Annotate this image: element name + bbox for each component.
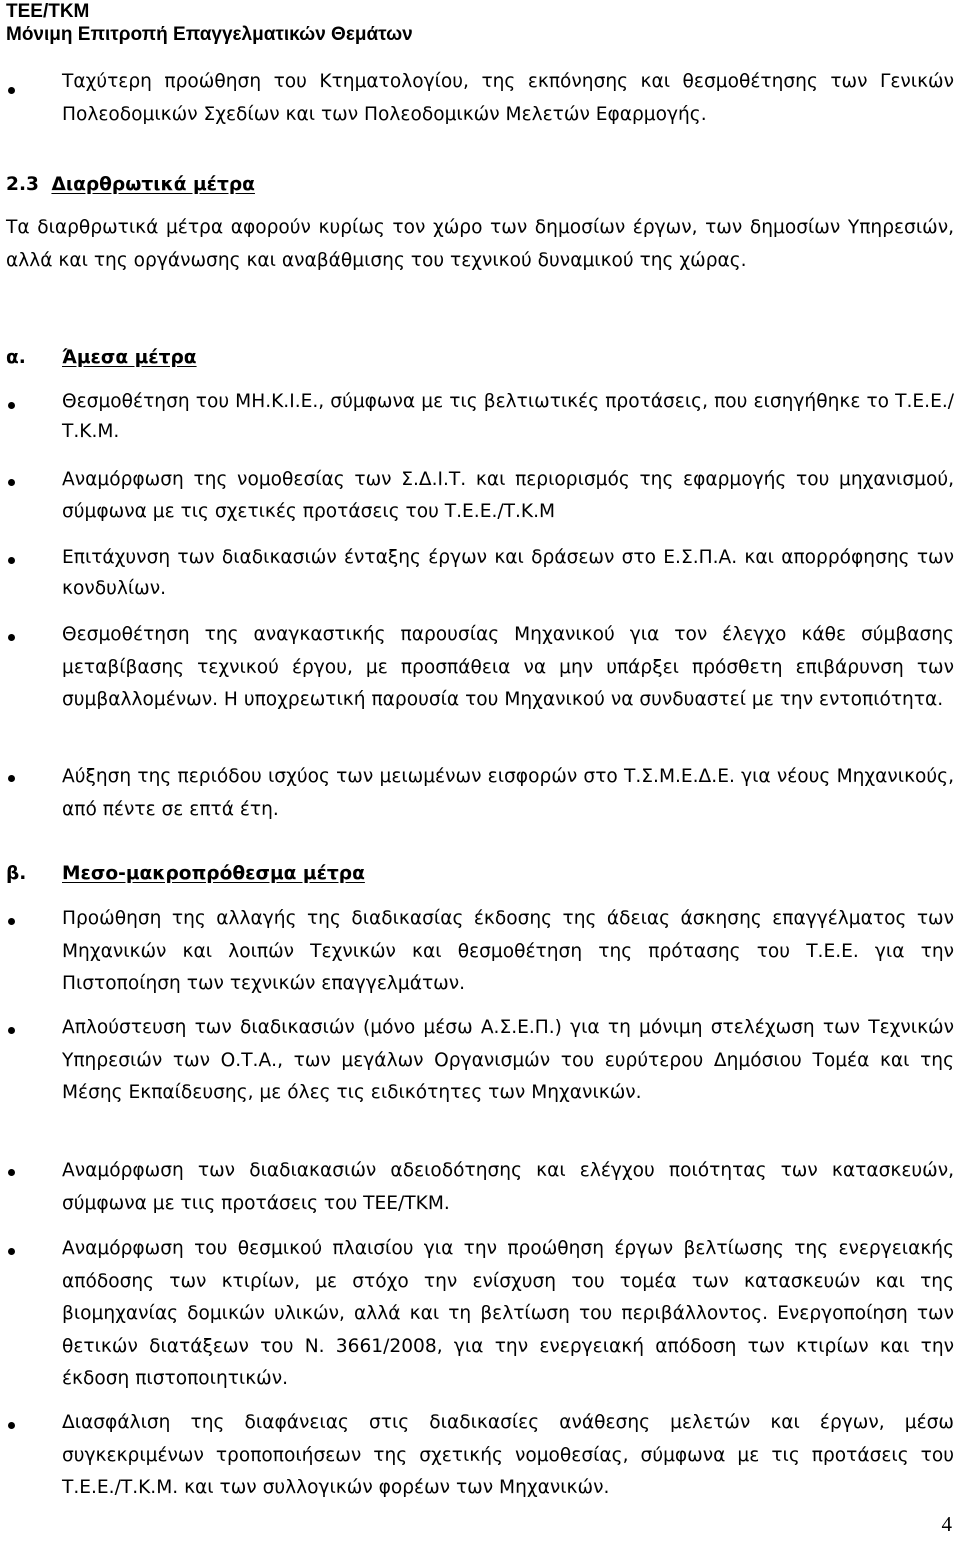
bullet-icon — [8, 402, 15, 409]
bullet-icon — [8, 918, 15, 925]
list-item-text: Αναμόρφωση των διαδιακασιών αδειοδότησης και ελέγχου ποιότητας των κατασκευών, σύμφωνα με τιις προτάσεις του ΤΕΕ/ΤΚΜ. — [62, 1160, 954, 1214]
list-item-text: Ταχύτερη προώθηση του Κτηματολογίου, της εκπόνησης και θεσμοθέτησης των Γενικών Πολεοδομικών Σχεδίων και των Πολεοδομικών Μελετών Εφαρμογής. — [62, 71, 954, 125]
bullet-icon — [8, 87, 15, 94]
bullet-icon — [8, 1422, 15, 1429]
page-number: 4 — [941, 1512, 952, 1536]
list-item-text: Θεσμοθέτηση της αναγκαστικής παρουσίας Μηχανικού για τον έλεγχο κάθε σύμβασης μεταβίβασης τεχνικού έργου, με προσπάθεια να μην υπάρξει πρόσθετη επιβάρυνση των συμβαλλομένων. Η υποχρεωτική παρουσία του Μηχανικού να συνδυαστεί με την εντοπιότητα. — [62, 624, 954, 710]
header-org: ΤΕΕ/ΤΚΜ — [6, 1, 90, 22]
list-item-text: Απλούστευση των διαδικασιών (μόνο μέσω Α.Σ.Ε.Π.) για τη μόνιμη στελέχωση των Τεχνικών Υπηρεσιών των Ο.Τ.Α., των μεγάλων Οργανισμών του ευρύτερου Δημόσιου Τομέα και της Μέσης Εκπαίδευσης, με όλες τις ειδικότητες των Μηχανικών. — [62, 1017, 954, 1103]
subsection-a-title: Άμεσα μέτρα — [62, 347, 197, 368]
section-paragraph: Τα διαρθρωτικά μέτρα αφορούν κυρίως τον χώρο των δημοσίων έργων, των δημοσίων Υπηρεσιών, αλλά και της οργάνωσης και αναβάθμισης του τεχνικού δυναμικού της χώρας. — [6, 217, 954, 271]
header-committee: Μόνιμη Επιτροπή Επαγγελματικών Θεμάτων — [6, 24, 413, 45]
section-number: 2.3 — [6, 174, 39, 195]
subsection-a-marker: α. — [6, 347, 26, 368]
bullet-icon — [8, 634, 15, 641]
list-item-text: Προώθηση της αλλαγής της διαδικασίας έκδοσης της άδειας άσκησης επαγγέλματος των Μηχανικών και λοιπών Τεχνικών και θεσμοθέτηση της πρότασης του Τ.Ε.Ε. για την Πιστοποίηση των τεχνικών επαγγελμάτων. — [62, 908, 954, 994]
subsection-b-title: Μεσο-μακροπρόθεσμα μέτρα — [62, 863, 365, 884]
list-item-text: Διασφάλιση της διαφάνειας στις διαδικασίες ανάθεσης μελετών και έργων, μέσω συγκεκριμένων τροποποιήσεων της σχετικής νομοθεσίας, σύμφωνα με τις προτάσεις του Τ.Ε.Ε./Τ.Κ.Μ. και των συλλογικών φορέων των Μηχανικών. — [62, 1412, 954, 1498]
bullet-icon — [8, 775, 15, 782]
bullet-icon — [8, 479, 15, 486]
bullet-icon — [8, 557, 15, 564]
section-heading — [6, 169, 255, 201]
bullet-icon — [8, 1169, 15, 1176]
bullet-icon — [8, 1027, 15, 1034]
bullet-icon — [8, 1248, 15, 1255]
list-item-text: Επιτάχυνση των διαδικασιών ένταξης έργων και δράσεων στο Ε.Σ.Π.Α. και απορρόφησης των κονδυλίων. — [62, 547, 954, 599]
list-item-text: Θεσμοθέτηση του ΜΗ.Κ.Ι.Ε., σύμφωνα με τις βελτιωτικές προτάσεις, που εισηγήθηκε το Τ.Ε.Ε./Τ.Κ.Μ. — [62, 391, 954, 442]
list-item-text: Αύξηση της περιόδου ισχύος των μειωμένων εισφορών στο Τ.Σ.Μ.Ε.Δ.Ε. για νέους Μηχανικούς, από πέντε σε επτά έτη. — [62, 766, 954, 820]
document-header — [6, 0, 413, 46]
subsection-b-marker: β. — [6, 863, 27, 884]
list-item-text: Αναμόρφωση της νομοθεσίας των Σ.Δ.Ι.Τ. και περιορισμός της εφαρμογής του μηχανισμού, σύμφωνα με τις σχετικές προτάσεις του Τ.Ε.Ε./Τ.Κ.Μ — [62, 469, 954, 522]
list-item-text: Αναμόρφωση του θεσμικού πλαισίου για την προώθηση έργων βελτίωσης της ενεργειακής απόδοσης των κτιρίων, με στόχο την ενίσχυση του τομέα των κατασκευών και της βιομηχανίας δομικών υλικών, αλλά και τη βελτίωση του περιβάλλοντος. Ενεργοποίηση των θετικών διατάξεων του Ν. 3661/2008, για την ενεργειακή απόδοση των κτιρίων και την έκδοση πιστοποιητικών. — [62, 1238, 954, 1389]
section-title: Διαρθρωτικά μέτρα — [51, 174, 255, 195]
